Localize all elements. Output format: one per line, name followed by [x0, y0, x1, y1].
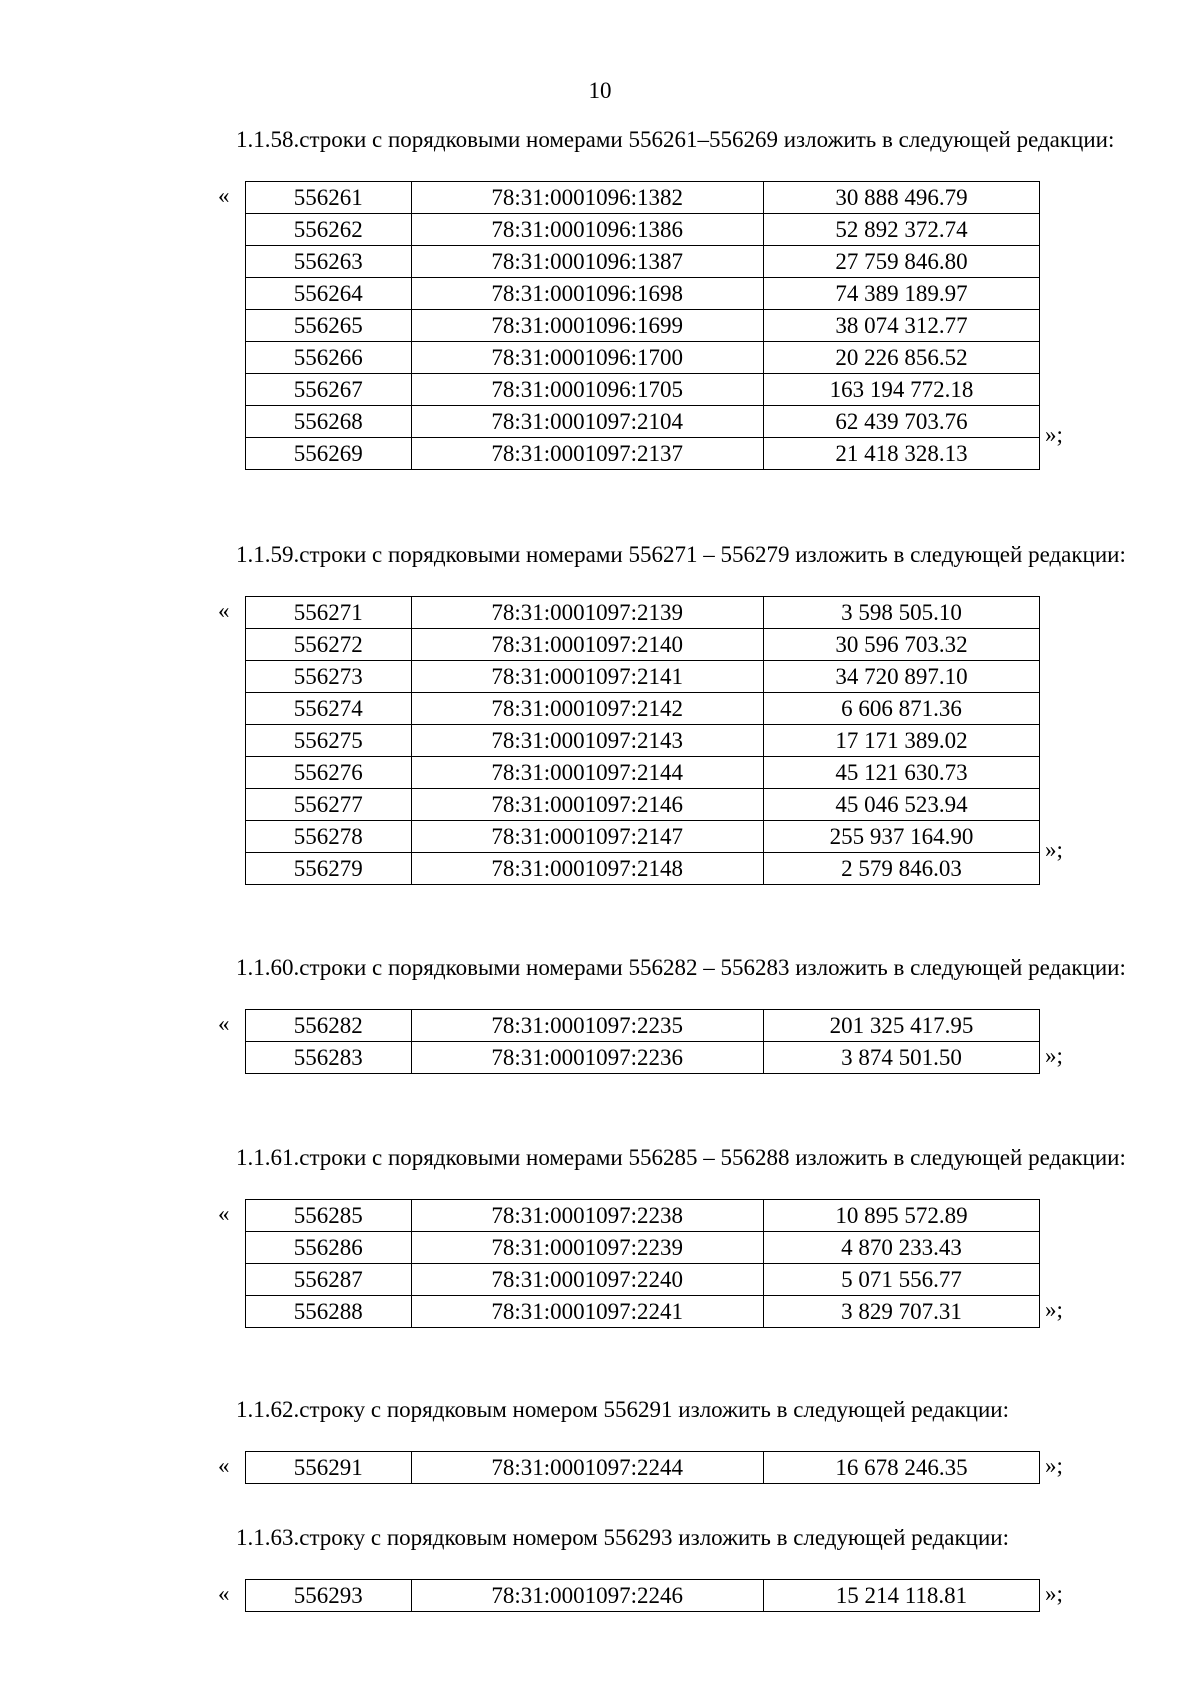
cadastral-number-cell: 78:31:0001096:1386	[411, 214, 763, 246]
row-ordinal-cell: 556267	[246, 374, 412, 406]
row-ordinal-cell: 556269	[246, 438, 412, 470]
value-cell: 17 171 389.02	[763, 725, 1039, 757]
cadastral-number-cell: 78:31:0001097:2143	[411, 725, 763, 757]
cadastral-number-cell: 78:31:0001097:2238	[411, 1200, 763, 1232]
value-cell: 45 046 523.94	[763, 789, 1039, 821]
value-cell: 15 214 118.81	[763, 1580, 1039, 1612]
section-1-1-61	[0, 1142, 1200, 1328]
row-ordinal-cell: 556287	[246, 1264, 412, 1296]
table-wrapper	[0, 596, 1200, 885]
table-row	[246, 853, 1040, 885]
value-cell: 3 598 505.10	[763, 597, 1039, 629]
section-heading: 1.1.59.строки с порядковыми номерами 556271 – 556279 изложить в следующей редакции:	[236, 542, 1126, 567]
table-wrapper	[0, 1579, 1200, 1612]
row-ordinal-cell: 556264	[246, 278, 412, 310]
row-ordinal-cell: 556274	[246, 693, 412, 725]
table-row	[246, 342, 1040, 374]
table-row	[246, 693, 1040, 725]
cadastral-number-cell: 78:31:0001097:2104	[411, 406, 763, 438]
table-wrapper	[0, 181, 1200, 470]
cadastral-number-cell: 78:31:0001096:1705	[411, 374, 763, 406]
value-cell: 255 937 164.90	[763, 821, 1039, 853]
cadastral-number-cell: 78:31:0001097:2244	[411, 1452, 763, 1484]
row-ordinal-cell: 556268	[246, 406, 412, 438]
cadastral-number-cell: 78:31:0001097:2235	[411, 1010, 763, 1042]
row-ordinal-cell: 556283	[246, 1042, 412, 1074]
open-quote: «	[218, 1011, 230, 1036]
row-ordinal-cell: 556278	[246, 821, 412, 853]
table-row	[246, 246, 1040, 278]
close-quote: »;	[1045, 1043, 1063, 1068]
row-ordinal-cell: 556273	[246, 661, 412, 693]
table-row	[246, 661, 1040, 693]
value-cell: 163 194 772.18	[763, 374, 1039, 406]
table-row	[246, 789, 1040, 821]
value-cell: 3 874 501.50	[763, 1042, 1039, 1074]
close-quote: »;	[1045, 422, 1063, 447]
row-ordinal-cell: 556262	[246, 214, 412, 246]
data-table	[245, 1451, 1040, 1484]
table-row	[246, 1264, 1040, 1296]
cadastral-number-cell: 78:31:0001097:2144	[411, 757, 763, 789]
value-cell: 62 439 703.76	[763, 406, 1039, 438]
value-cell: 30 596 703.32	[763, 629, 1039, 661]
cadastral-number-cell: 78:31:0001097:2239	[411, 1232, 763, 1264]
table-row	[246, 597, 1040, 629]
open-quote: «	[218, 1581, 230, 1606]
table-row	[246, 278, 1040, 310]
page-number: 10	[588, 78, 612, 103]
value-cell: 2 579 846.03	[763, 853, 1039, 885]
section-1-1-59	[0, 539, 1200, 885]
table-row	[246, 1296, 1040, 1328]
row-ordinal-cell: 556275	[246, 725, 412, 757]
row-ordinal-cell: 556286	[246, 1232, 412, 1264]
cadastral-number-cell: 78:31:0001097:2246	[411, 1580, 763, 1612]
row-ordinal-cell: 556263	[246, 246, 412, 278]
table-row	[246, 214, 1040, 246]
section-1-1-62	[0, 1394, 1200, 1484]
cadastral-number-cell: 78:31:0001097:2142	[411, 693, 763, 725]
data-table	[245, 1579, 1040, 1612]
section-1-1-60	[0, 952, 1200, 1074]
table-row	[246, 1580, 1040, 1612]
row-ordinal-cell: 556265	[246, 310, 412, 342]
value-cell: 20 226 856.52	[763, 342, 1039, 374]
data-table	[245, 181, 1040, 470]
value-cell: 52 892 372.74	[763, 214, 1039, 246]
open-quote: «	[218, 183, 230, 208]
value-cell: 3 829 707.31	[763, 1296, 1039, 1328]
table-wrapper	[0, 1451, 1200, 1484]
cadastral-number-cell: 78:31:0001097:2148	[411, 853, 763, 885]
close-quote: »;	[1045, 837, 1063, 862]
value-cell: 5 071 556.77	[763, 1264, 1039, 1296]
open-quote: «	[218, 1201, 230, 1226]
value-cell: 30 888 496.79	[763, 182, 1039, 214]
table-row	[246, 310, 1040, 342]
close-quote: »;	[1045, 1297, 1063, 1322]
section-heading: 1.1.58.строки с порядковыми номерами 556261–556269 изложить в следующей редакции:	[236, 127, 1115, 152]
value-cell: 21 418 328.13	[763, 438, 1039, 470]
close-quote: »;	[1045, 1453, 1063, 1478]
row-ordinal-cell: 556291	[246, 1452, 412, 1484]
open-quote: «	[218, 598, 230, 623]
value-cell: 6 606 871.36	[763, 693, 1039, 725]
cadastral-number-cell: 78:31:0001096:1698	[411, 278, 763, 310]
table-row	[246, 374, 1040, 406]
table-row	[246, 629, 1040, 661]
table-wrapper	[0, 1009, 1200, 1074]
row-ordinal-cell: 556293	[246, 1580, 412, 1612]
row-ordinal-cell: 556279	[246, 853, 412, 885]
data-table	[245, 596, 1040, 885]
cadastral-number-cell: 78:31:0001097:2236	[411, 1042, 763, 1074]
row-ordinal-cell: 556288	[246, 1296, 412, 1328]
value-cell: 10 895 572.89	[763, 1200, 1039, 1232]
table-row	[246, 1452, 1040, 1484]
row-ordinal-cell: 556271	[246, 597, 412, 629]
row-ordinal-cell: 556276	[246, 757, 412, 789]
cadastral-number-cell: 78:31:0001097:2241	[411, 1296, 763, 1328]
section-heading: 1.1.61.строки с порядковыми номерами 556285 – 556288 изложить в следующей редакции:	[236, 1145, 1126, 1170]
section-heading: 1.1.60.строки с порядковыми номерами 556282 – 556283 изложить в следующей редакции:	[236, 955, 1126, 980]
value-cell: 27 759 846.80	[763, 246, 1039, 278]
cadastral-number-cell: 78:31:0001096:1700	[411, 342, 763, 374]
cadastral-number-cell: 78:31:0001097:2139	[411, 597, 763, 629]
cadastral-number-cell: 78:31:0001096:1382	[411, 182, 763, 214]
row-ordinal-cell: 556282	[246, 1010, 412, 1042]
open-quote: «	[218, 1453, 230, 1478]
cadastral-number-cell: 78:31:0001096:1699	[411, 310, 763, 342]
row-ordinal-cell: 556261	[246, 182, 412, 214]
row-ordinal-cell: 556285	[246, 1200, 412, 1232]
cadastral-number-cell: 78:31:0001097:2137	[411, 438, 763, 470]
table-row	[246, 821, 1040, 853]
cadastral-number-cell: 78:31:0001097:2146	[411, 789, 763, 821]
section-heading: 1.1.63.строку с порядковым номером 556293 изложить в следующей редакции:	[236, 1525, 1009, 1550]
table-row	[246, 406, 1040, 438]
value-cell: 16 678 246.35	[763, 1452, 1039, 1484]
cadastral-number-cell: 78:31:0001097:2141	[411, 661, 763, 693]
value-cell: 34 720 897.10	[763, 661, 1039, 693]
section-1-1-63	[0, 1522, 1200, 1612]
cadastral-number-cell: 78:31:0001097:2240	[411, 1264, 763, 1296]
value-cell: 38 074 312.77	[763, 310, 1039, 342]
row-ordinal-cell: 556266	[246, 342, 412, 374]
table-row	[246, 1232, 1040, 1264]
row-ordinal-cell: 556277	[246, 789, 412, 821]
section-heading: 1.1.62.строку с порядковым номером 556291 изложить в следующей редакции:	[236, 1397, 1009, 1422]
table-row	[246, 1200, 1040, 1232]
close-quote: »;	[1045, 1581, 1063, 1606]
table-row	[246, 1010, 1040, 1042]
table-row	[246, 725, 1040, 757]
cadastral-number-cell: 78:31:0001097:2140	[411, 629, 763, 661]
value-cell: 201 325 417.95	[763, 1010, 1039, 1042]
cadastral-number-cell: 78:31:0001097:2147	[411, 821, 763, 853]
value-cell: 74 389 189.97	[763, 278, 1039, 310]
row-ordinal-cell: 556272	[246, 629, 412, 661]
data-table	[245, 1009, 1040, 1074]
table-row	[246, 182, 1040, 214]
data-table	[245, 1199, 1040, 1328]
cadastral-number-cell: 78:31:0001096:1387	[411, 246, 763, 278]
table-row	[246, 438, 1040, 470]
value-cell: 45 121 630.73	[763, 757, 1039, 789]
table-wrapper	[0, 1199, 1200, 1328]
value-cell: 4 870 233.43	[763, 1232, 1039, 1264]
table-row	[246, 757, 1040, 789]
section-1-1-58	[0, 124, 1200, 470]
table-row	[246, 1042, 1040, 1074]
